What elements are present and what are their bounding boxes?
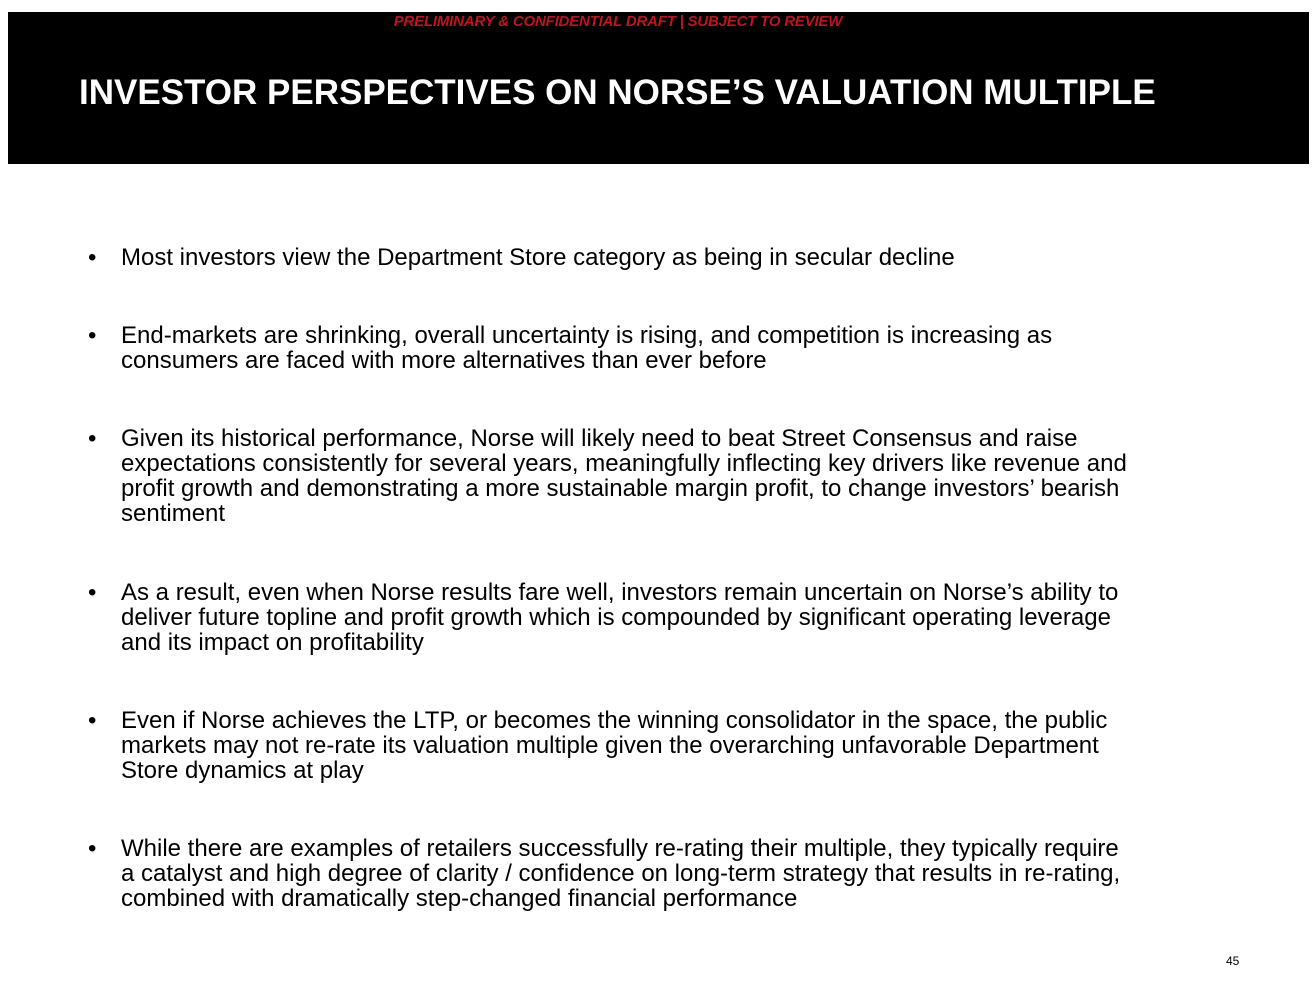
confidential-label: PRELIMINARY & CONFIDENTIAL DRAFT | SUBJECT TO REVIEW — [393, 13, 843, 30]
bullet-line: Even if Norse achieves the LTP, or becomes the winning consolidator in the space, the public — [121, 707, 1108, 734]
bullet-line: Most investors view the Department Store category as being in secular decline — [121, 244, 955, 271]
bullet-marker: • — [88, 579, 97, 606]
bullet-line: deliver future topline and profit growth which is compounded by significant operating leverage — [121, 604, 1111, 631]
bullet-line: While there are examples of retailers successfully re-rating their multiple, they typically require — [121, 835, 1119, 862]
bullet-marker: • — [88, 707, 97, 734]
bullet-marker: • — [88, 425, 97, 452]
bullet-line: Given its historical performance, Norse will likely need to beat Street Consensus and raise — [121, 425, 1078, 452]
bullet-line: consumers are faced with more alternatives than ever before — [121, 347, 767, 374]
bullet-marker: • — [88, 322, 97, 349]
bullet-line: profit growth and demonstrating a more sustainable margin profit, to change investors’ bearish — [121, 475, 1120, 502]
slide-title: INVESTOR PERSPECTIVES ON NORSE’S VALUATION MULTIPLE — [79, 73, 1156, 112]
bullet-line: Store dynamics at play — [121, 757, 364, 784]
bullet-text — [121, 836, 1231, 911]
bullet-line: sentiment — [121, 500, 226, 527]
bullet-marker: • — [88, 244, 97, 271]
bullet-text — [121, 245, 1231, 270]
bullet-text — [121, 426, 1231, 526]
bullet-line: End-markets are shrinking, overall uncertainty is rising, and competition is increasing as — [121, 322, 1053, 349]
bullet-line: combined with dramatically step-changed financial performance — [121, 885, 798, 912]
bullet-text — [121, 580, 1231, 655]
bullet-line: As a result, even when Norse results fare well, investors remain uncertain on Norse’s ability to — [121, 579, 1119, 606]
bullet-text — [121, 708, 1231, 783]
bullet-line: a catalyst and high degree of clarity / confidence on long-term strategy that results in re-rating, — [121, 860, 1121, 887]
bullet-text — [121, 323, 1231, 373]
bullet-line: and its impact on profitability — [121, 629, 424, 656]
page-number: 45 — [1226, 954, 1240, 968]
bullet-line: markets may not re-rate its valuation multiple given the overarching unfavorable Department — [121, 732, 1099, 759]
bullet-marker: • — [88, 835, 97, 862]
bullet-line: expectations consistently for several years, meaningfully inflecting key drivers like revenue and — [121, 450, 1127, 477]
